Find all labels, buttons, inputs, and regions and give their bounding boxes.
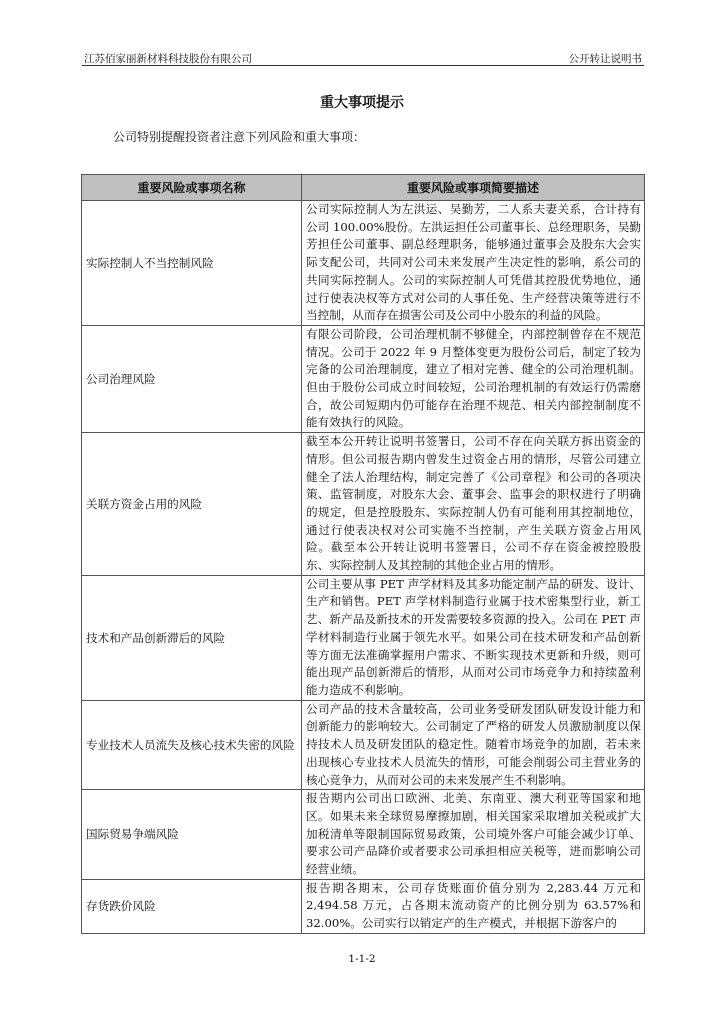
risk-desc-cell [302, 700, 645, 790]
risk-name: 实际控制人不当控制风险 [86, 255, 214, 270]
risk-name: 国际贸易争端风险 [86, 827, 179, 842]
table-row [82, 433, 645, 576]
risk-desc-cell [302, 201, 645, 326]
risk-name: 公司治理风险 [86, 372, 156, 387]
risk-desc-cell [302, 790, 645, 880]
table-row [82, 879, 645, 933]
risk-name: 专业技术人员流失及核心技术失密的风险 [86, 737, 295, 752]
table-row [82, 700, 645, 790]
risk-name-cell [82, 790, 302, 880]
risk-desc: 报告期各期末，公司存货账面价值分别为 2,283.44 万元和 2,494.58 万元，占各期末流动资产的比例分别为 63.57%和 32.00%。公司实行以销定产的生产模式，并根据下游客户的 [306, 880, 641, 931]
table-row [82, 325, 645, 432]
risk-desc-cell [302, 325, 645, 432]
risk-desc: 有限公司阶段，公司治理机制不够健全，内部控制曾存在不规范情况。公司于 2022 年 9 月整体变更为股份公司后，制定了较为完备的公司治理制度，建立了相对完善、健全的公司治理机制。但由于股份公司成立时间较短，公司治理机制的有效运行仍需磨合，故公司短期内仍可能存在治理不规范、相关内部控制制度不能有效执行的风险。 [306, 326, 641, 430]
risk-desc: 截至本公开转让说明书签署日，公司不存在向关联方拆出资金的情形。但公司报告期内曾发生过资金占用的情形，尽管公司建立健全了法人治理结构，制定完善了《公司章程》和公司的各项决策、监管制度，对股东大会、董事会、监事会的职权进行了明确的规定，但是控股股东、实际控制人仍有可能利用其控制地位，通过行使表决权对公司实施不当控制，产生关联方资金占用风险。截至本公开转让说明书签署日，公司不存在资金被控股股东、实际控制人及其控制的其他企业占用的情形。 [306, 434, 641, 573]
risk-desc: 公司产品的技术含量较高，公司业务受研发团队研发设计能力和创新能力的影响较大。公司制定了严格的研发人员激励制度以保持技术人员及研发团队的稳定性。随着市场竞争的加剧，若未来出现核心专业技术人员流失的情形，可能会削弱公司主营业务的核心竞争力，从而对公司的未来发展产生不利影响。 [306, 701, 641, 787]
risk-desc: 公司实际控制人为左洪运、吴勤芳，二人系夫妻关系，合计持有公司 100.00%股份。左洪运担任公司董事长、总经理职务，吴勤芳担任公司董事、副总经理职务，能够通过董事会及股东大会实际支配公司，共同对公司未来发展产生决定性的影响，系公司的共同实际控制人。公司的实际控制人可凭借其控股优势地位，通过行使表决权等方式对公司的人事任免、生产经营决策等进行不当控制，从而存在损害公司及公司中小股东的利益的风险。 [306, 202, 641, 323]
table-header-row [82, 175, 645, 201]
header-risk-name: 重要风险或事项名称 [82, 175, 302, 201]
header-doc-type: 公开转让说明书 [568, 53, 642, 65]
risk-name: 技术和产品创新滞后的风险 [86, 630, 226, 645]
risk-name-cell [82, 700, 302, 790]
page-number: 1-1-2 [348, 953, 376, 965]
risk-name: 存货跌价风险 [86, 899, 156, 914]
header-risk-desc: 重要风险或事项简要描述 [302, 175, 645, 201]
risk-desc-cell [302, 433, 645, 576]
header-company: 江苏佰家丽新材料科技股份有限公司 [84, 53, 252, 65]
table-row [82, 201, 645, 326]
table-row [82, 790, 645, 880]
risk-name: 关联方资金占用的风险 [86, 496, 202, 511]
risk-name-cell [82, 575, 302, 700]
risk-desc: 公司主要从事 PET 声学材料及其多功能定制产品的研发、设计、生产和销售。PET 声学材料制造行业属于技术密集型行业，新工艺、新产品及新技术的开发需要较多资源的投入。公司在 PET 声学材料制造行业属于领先水平。如果公司在技术研发和产品创新等方面无法准确掌握用户需求、不断实现技术更新和升级，则可能出现产品创新滞后的情形，从而对公司市场竞争力和持续盈利能力造成不利影响。 [306, 576, 641, 697]
risk-desc: 报告期内公司出口欧洲、北美、东南亚、澳大利亚等国家和地区。如果未来全球贸易摩擦加剧，相关国家采取增加关税或扩大加税清单等限制国际贸易政策，公司境外客户可能会减少订单、要求公司产品降价或者要求公司承担相应关税等，进而影响公司经营业绩。 [306, 791, 641, 877]
risk-desc-cell [302, 879, 645, 933]
table-row [82, 575, 645, 700]
page-header [82, 49, 644, 66]
risk-name-cell [82, 879, 302, 933]
risk-name-cell [82, 201, 302, 326]
risk-name-cell [82, 433, 302, 576]
intro-text: 公司特别提醒投资者注意下列风险和重大事项： [113, 130, 366, 144]
risk-name-cell [82, 325, 302, 432]
risk-desc-cell [302, 575, 645, 700]
risk-table [81, 174, 645, 934]
page-title: 重大事项提示 [320, 95, 404, 111]
